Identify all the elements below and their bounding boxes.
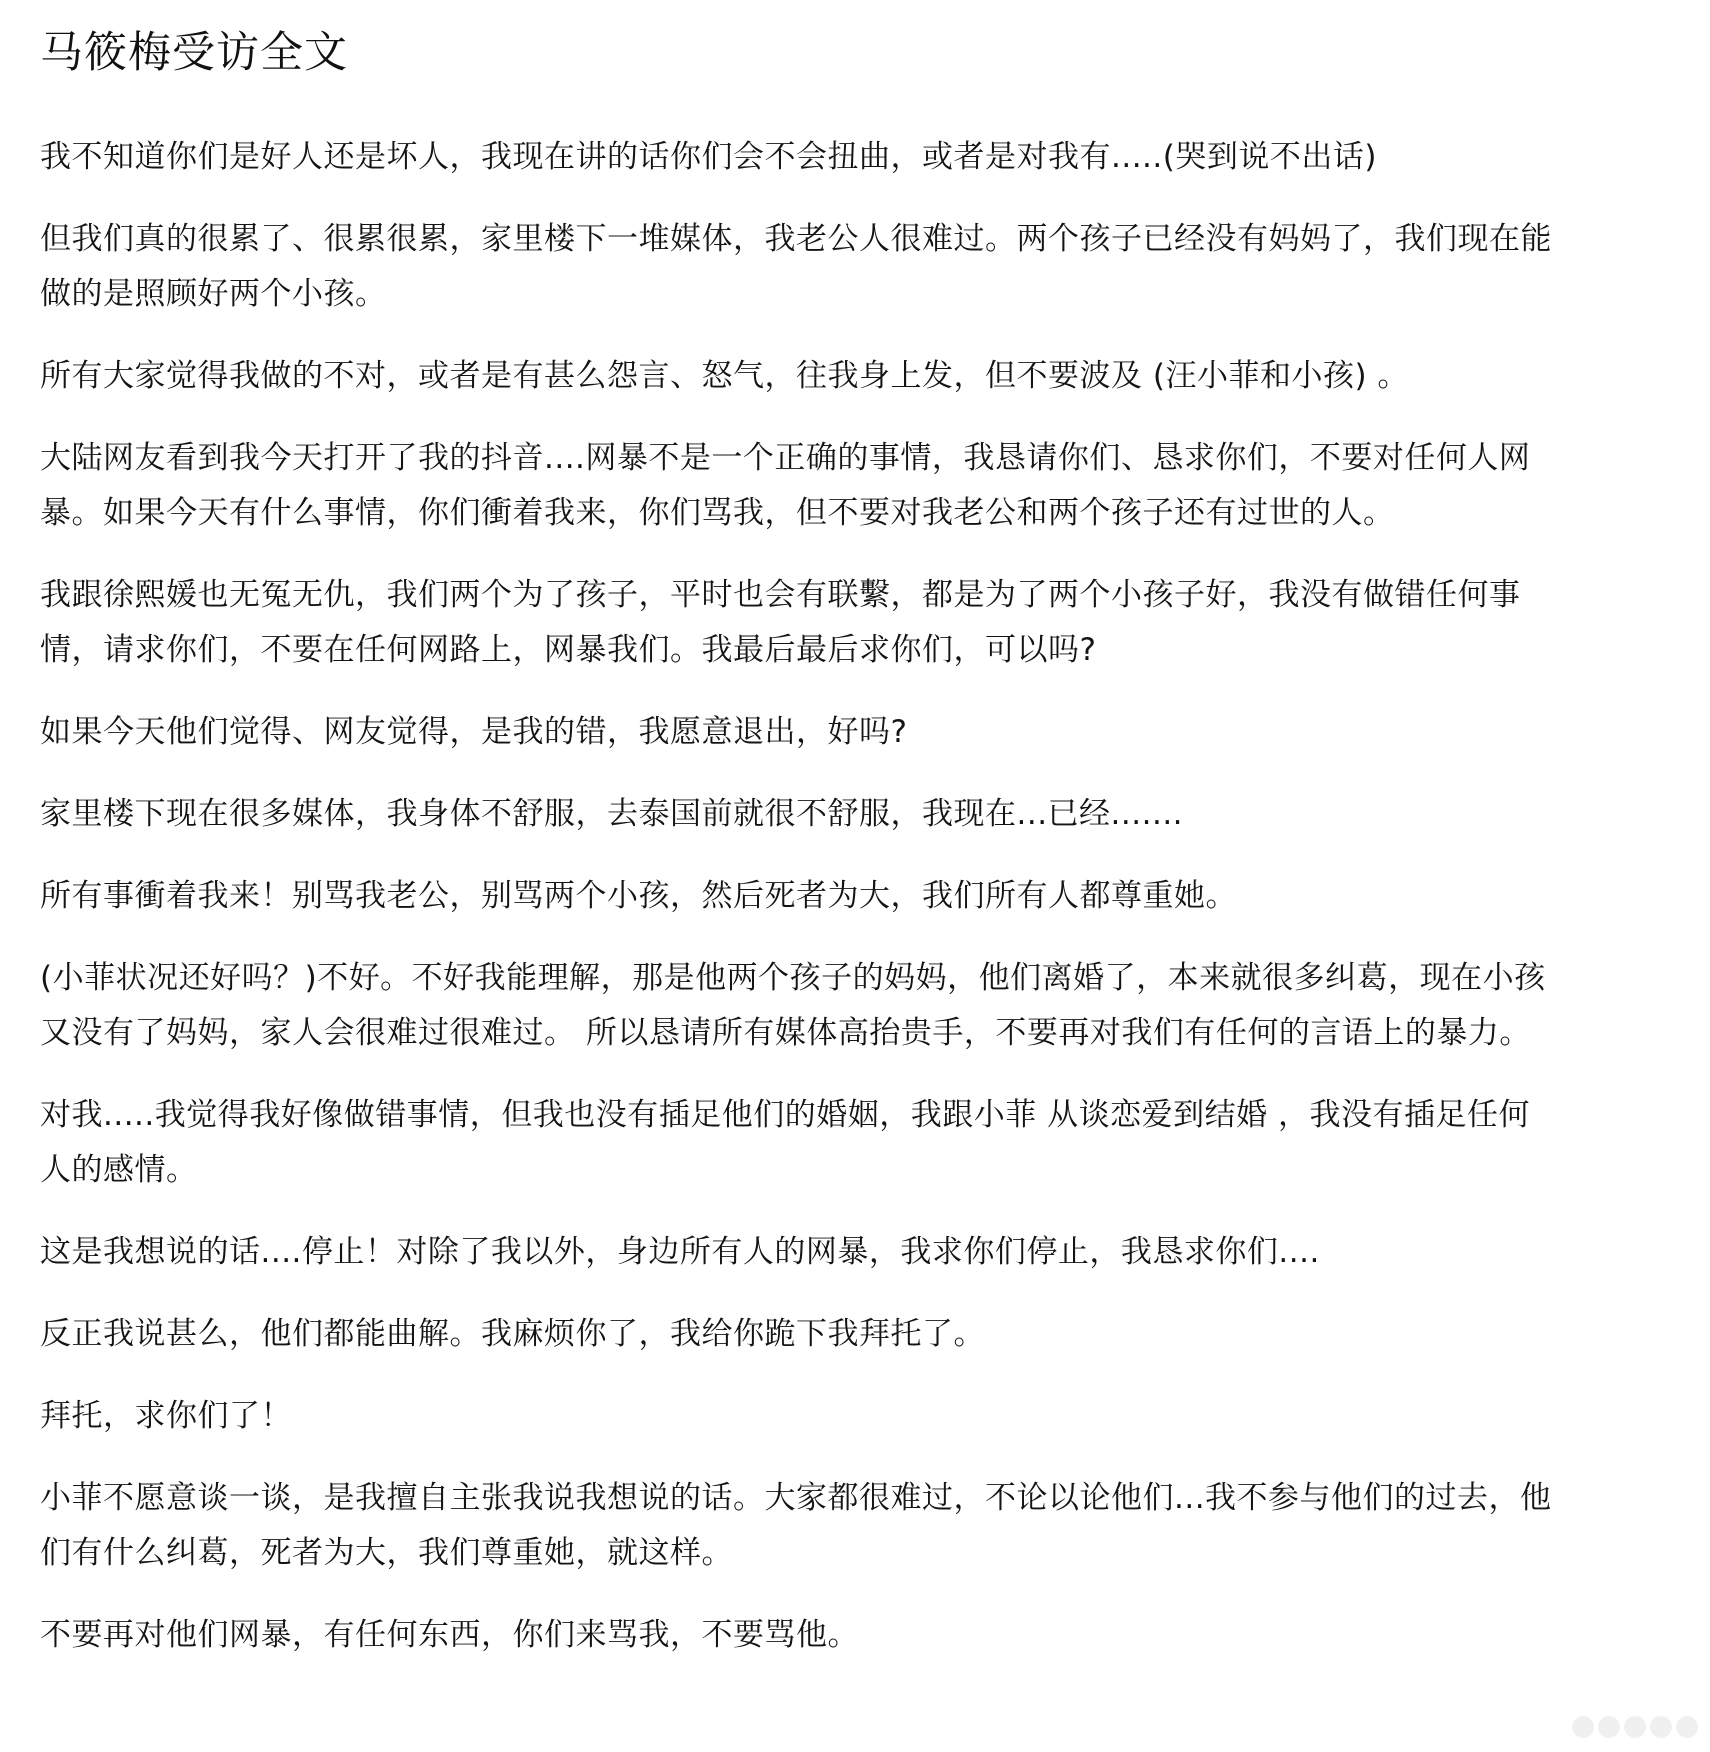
watermark-dot-icon <box>1624 1716 1646 1738</box>
paragraph: 这是我想说的话....停止！对除了我以外，身边所有人的网暴，我求你们停止，我恳求你们.... <box>40 1234 1320 1270</box>
paragraph: (小菲状况还好吗？)不好。不好我能理解，那是他两个孩子的妈妈，他们离婚了，本来就很多纠葛，现在小孩又没有了妈妈，家人会很难过很难过。 所以恳请所有媒体高抬贵手，不要再对我们有任何的言语上的暴力。 <box>40 960 1546 1051</box>
paragraph: 小菲不愿意谈一谈，是我擅自主张我说我想说的话。大家都很难过，不论以论他们...我不参与他们的过去，他们有什么纠葛，死者为大，我们尊重她，就这样。 <box>40 1480 1552 1571</box>
watermark-dot-icon <box>1650 1716 1672 1738</box>
paragraph: 对我.....我觉得我好像做错事情，但我也没有插足他们的婚姻，我跟小菲 从谈恋爱到结婚 ，我没有插足任何人的感情。 <box>40 1097 1530 1188</box>
paragraph: 所有事衝着我来！别骂我老公，别骂两个小孩，然后死者为大，我们所有人都尊重她。 <box>40 878 1237 914</box>
article-title: 马筱梅受访全文 <box>40 28 348 78</box>
paragraph: 我跟徐熙媛也无冤无仇，我们两个为了孩子，平时也会有联繫，都是为了两个小孩子好，我没有做错任何事情，请求你们，不要在任何网路上，网暴我们。我最后最后求你们，可以吗? <box>40 577 1521 668</box>
paragraph: 不要再对他们网暴，有任何东西，你们来骂我，不要骂他。 <box>40 1617 859 1653</box>
paragraph: 大陆网友看到我今天打开了我的抖音....网暴不是一个正确的事情，我恳请你们、恳求你们，不要对任何人网暴。如果今天有什么事情，你们衝着我来，你们骂我，但不要对我老公和两个孩子还有过世的人。 <box>40 440 1531 531</box>
article-body <box>40 130 1560 1690</box>
paragraph: 家里楼下现在很多媒体，我身体不舒服，去泰国前就很不舒服，我现在...已经....... <box>40 796 1184 832</box>
paragraph: 拜托，求你们了！ <box>40 1398 292 1434</box>
watermark-dot-icon <box>1572 1716 1594 1738</box>
paragraph: 我不知道你们是好人还是坏人，我现在讲的话你们会不会扭曲，或者是对我有.....(哭到说不出话) <box>40 139 1377 175</box>
watermark-dot-icon <box>1676 1716 1698 1738</box>
faint-watermark <box>1523 1712 1698 1742</box>
paragraph: 但我们真的很累了、很累很累，家里楼下一堆媒体，我老公人很难过。两个孩子已经没有妈妈了，我们现在能做的是照顾好两个小孩。 <box>40 221 1552 312</box>
paragraph: 所有大家觉得我做的不对，或者是有甚么怨言、怒气，往我身上发，但不要波及 (汪小菲和小孩) 。 <box>40 358 1409 394</box>
paragraph: 反正我说甚么，他们都能曲解。我麻烦你了，我给你跪下我拜托了。 <box>40 1316 985 1352</box>
watermark-dot-icon <box>1598 1716 1620 1738</box>
paragraph: 如果今天他们觉得、网友觉得，是我的错，我愿意退出，好吗? <box>40 714 908 750</box>
